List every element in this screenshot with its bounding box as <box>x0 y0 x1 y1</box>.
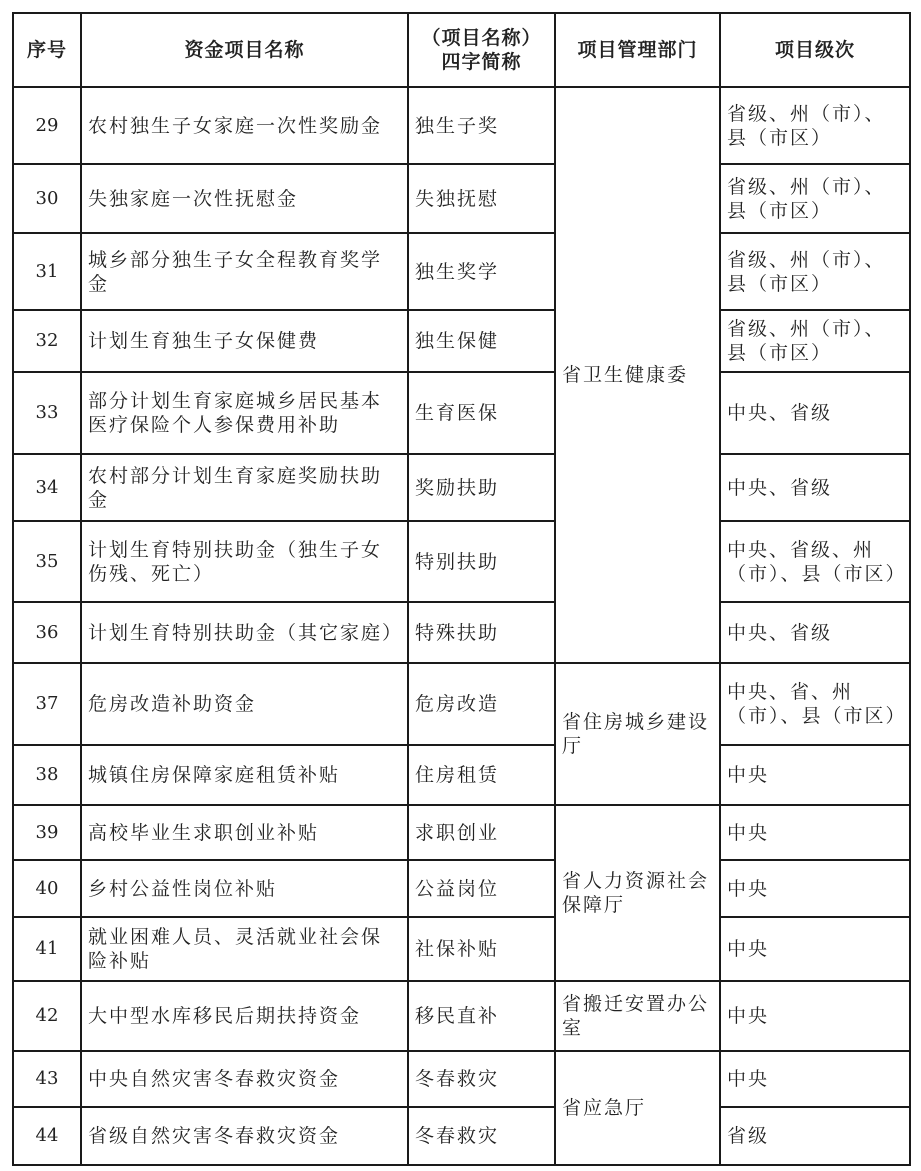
row-level: 省级、州（市）、县（市区） <box>720 87 910 164</box>
row-abbr: 冬春救灾 <box>408 1107 555 1165</box>
table-row <box>13 663 910 745</box>
row-abbr: 失独抚慰 <box>408 164 555 233</box>
row-abbr: 危房改造 <box>408 663 555 745</box>
row-abbr: 移民直补 <box>408 981 555 1051</box>
row-seq: 34 <box>13 454 81 521</box>
row-abbr: 特殊扶助 <box>408 602 555 663</box>
row-name: 城镇住房保障家庭租赁补贴 <box>81 745 408 805</box>
row-seq: 42 <box>13 981 81 1051</box>
row-level: 省级、州（市）、县（市区） <box>720 233 910 310</box>
row-name: 高校毕业生求职创业补贴 <box>81 805 408 860</box>
row-seq: 32 <box>13 310 81 372</box>
row-name: 中央自然灾害冬春救灾资金 <box>81 1051 408 1107</box>
header-abbr-line2: 四字简称 <box>441 51 522 73</box>
row-name: 计划生育独生子女保健费 <box>81 310 408 372</box>
row-seq: 36 <box>13 602 81 663</box>
row-name: 部分计划生育家庭城乡居民基本医疗保险个人参保费用补助 <box>81 372 408 454</box>
table-row <box>13 1107 910 1165</box>
table-row <box>13 745 910 805</box>
row-abbr: 社保补贴 <box>408 917 555 981</box>
row-dept: 省应急厅 <box>555 1051 720 1165</box>
row-level: 中央 <box>720 917 910 981</box>
table-row <box>13 521 910 602</box>
table-row <box>13 860 910 917</box>
row-seq: 39 <box>13 805 81 860</box>
table-row <box>13 981 910 1051</box>
header-abbr-line1: （项目名称） <box>421 27 542 49</box>
row-dept: 省卫生健康委 <box>555 87 720 663</box>
row-abbr: 独生保健 <box>408 310 555 372</box>
row-seq: 30 <box>13 164 81 233</box>
header-abbr <box>408 13 555 87</box>
row-dept: 省人力资源社会保障厅 <box>555 805 720 981</box>
row-name: 计划生育特别扶助金（其它家庭） <box>81 602 408 663</box>
row-name: 失独家庭一次性抚慰金 <box>81 164 408 233</box>
row-abbr: 生育医保 <box>408 372 555 454</box>
row-seq: 31 <box>13 233 81 310</box>
row-seq: 37 <box>13 663 81 745</box>
row-name: 乡村公益性岗位补贴 <box>81 860 408 917</box>
row-level: 省级 <box>720 1107 910 1165</box>
row-level: 中央、省级 <box>720 372 910 454</box>
row-level: 中央、省级 <box>720 602 910 663</box>
table-row <box>13 454 910 521</box>
table-row <box>13 1051 910 1107</box>
row-abbr: 独生奖学 <box>408 233 555 310</box>
row-name: 就业困难人员、灵活就业社会保险补贴 <box>81 917 408 981</box>
row-seq: 44 <box>13 1107 81 1165</box>
row-level: 中央 <box>720 1051 910 1107</box>
row-abbr: 奖励扶助 <box>408 454 555 521</box>
row-level: 中央 <box>720 981 910 1051</box>
row-abbr: 冬春救灾 <box>408 1051 555 1107</box>
row-abbr: 特别扶助 <box>408 521 555 602</box>
row-abbr: 公益岗位 <box>408 860 555 917</box>
row-name: 农村独生子女家庭一次性奖励金 <box>81 87 408 164</box>
row-level: 中央 <box>720 745 910 805</box>
row-seq: 43 <box>13 1051 81 1107</box>
row-seq: 38 <box>13 745 81 805</box>
row-seq: 29 <box>13 87 81 164</box>
table-row <box>13 805 910 860</box>
table-row <box>13 602 910 663</box>
table-row <box>13 164 910 233</box>
row-name: 农村部分计划生育家庭奖励扶助金 <box>81 454 408 521</box>
row-level: 中央、省级、州（市）、县（市区） <box>720 521 910 602</box>
row-level: 中央 <box>720 860 910 917</box>
table-row <box>13 372 910 454</box>
header-dept: 项目管理部门 <box>555 13 720 87</box>
row-name: 省级自然灾害冬春救灾资金 <box>81 1107 408 1165</box>
row-name: 计划生育特别扶助金（独生子女伤残、死亡） <box>81 521 408 602</box>
row-name: 城乡部分独生子女全程教育奖学金 <box>81 233 408 310</box>
row-abbr: 求职创业 <box>408 805 555 860</box>
row-seq: 35 <box>13 521 81 602</box>
row-level: 省级、州（市）、县（市区） <box>720 310 910 372</box>
header-name: 资金项目名称 <box>81 13 408 87</box>
row-level: 省级、州（市）、县（市区） <box>720 164 910 233</box>
table-row <box>13 917 910 981</box>
header-level: 项目级次 <box>720 13 910 87</box>
row-level: 中央 <box>720 805 910 860</box>
table-row <box>13 310 910 372</box>
table-row <box>13 87 910 164</box>
row-name: 大中型水库移民后期扶持资金 <box>81 981 408 1051</box>
row-seq: 40 <box>13 860 81 917</box>
row-abbr: 住房租赁 <box>408 745 555 805</box>
row-name: 危房改造补助资金 <box>81 663 408 745</box>
header-row <box>13 13 910 87</box>
row-level: 中央、省、州（市）、县（市区） <box>720 663 910 745</box>
header-seq: 序号 <box>13 13 81 87</box>
row-seq: 41 <box>13 917 81 981</box>
row-abbr: 独生子奖 <box>408 87 555 164</box>
table-row <box>13 233 910 310</box>
row-dept: 省搬迁安置办公室 <box>555 981 720 1051</box>
row-level: 中央、省级 <box>720 454 910 521</box>
row-seq: 33 <box>13 372 81 454</box>
row-dept: 省住房城乡建设厅 <box>555 663 720 805</box>
funding-project-table <box>12 12 911 1166</box>
